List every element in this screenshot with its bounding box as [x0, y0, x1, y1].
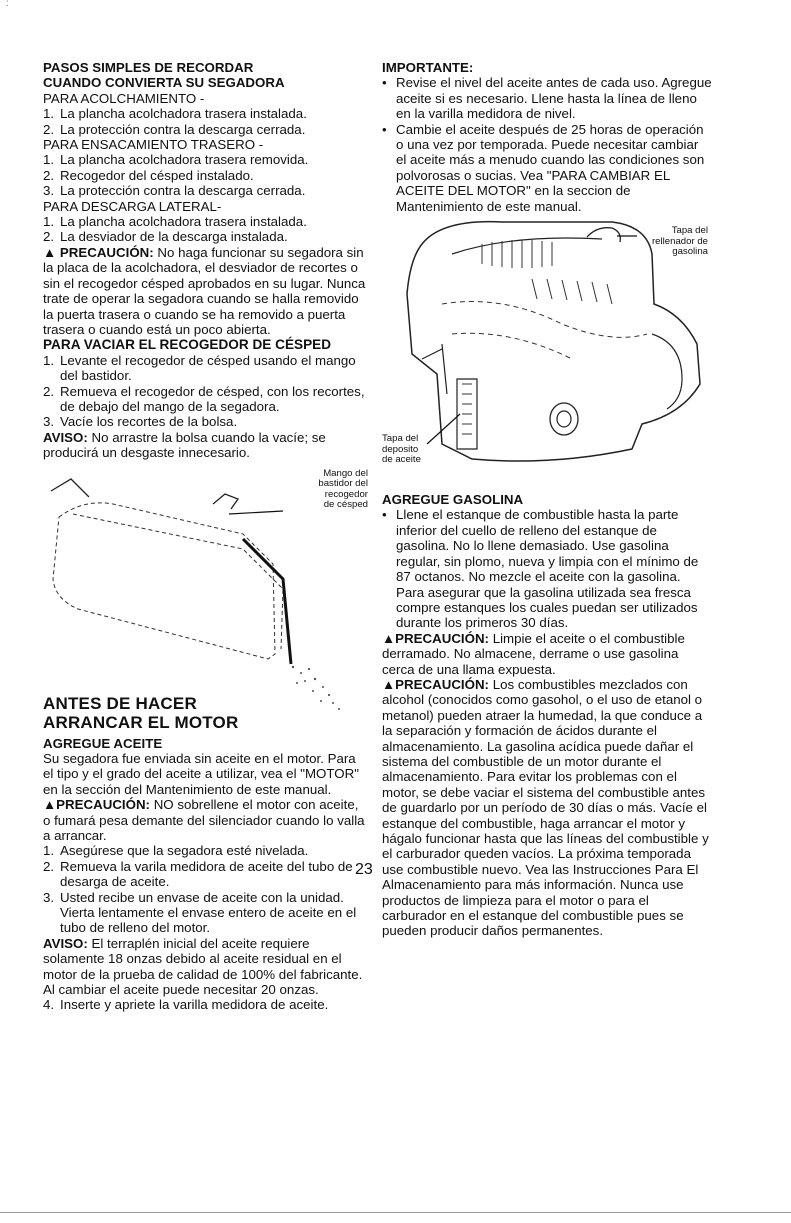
notice-paragraph	[43, 430, 368, 461]
gas-title: AGREGUE GASOLINA	[382, 492, 524, 508]
list-item: 3. Vacíe los recortes de la bolsa.	[43, 414, 238, 430]
list-item: 1. Asegúrese que la segadora esté nivelada.	[43, 843, 309, 859]
bottom-divider	[0, 1212, 791, 1213]
list-item: 2. La desviador de la descarga instalada.	[43, 229, 288, 245]
page-number: 23	[355, 861, 373, 878]
caution-paragraph	[43, 245, 368, 337]
warning-icon: ▲	[43, 797, 57, 813]
caution-label: PRECAUCIÓN:	[59, 244, 154, 260]
steps-title-1: PASOS SIMPLES DE RECORDAR	[43, 60, 254, 75]
list-item: 2. Recogedor del césped instalado.	[43, 167, 254, 183]
caution-paragraph	[43, 797, 368, 843]
list-item: 2. Remueva el recogedor de césped, con los recortes, de debajo del mango de la segadora.	[43, 383, 365, 414]
bag-handle-label: Mango del bastidor del recogedor de césped	[318, 467, 368, 511]
notice-text: El terraplén inicial del aceite requiere solamente 18 onzas debido al aceite residual en el motor de la prueba de calidad de 100% del fabricante. Al cambiar el aceite puede necesitar 20 onzas.	[43, 935, 363, 998]
oil-intro: Su segadora fue enviada sin aceite en el motor. Para el tipo y el grado del aceite a utilizar, vea el "MOTOR" en la sección del Mantenimiento de este manual.	[43, 750, 359, 797]
list-item: 3. La protección contra la descarga cerrada.	[43, 183, 306, 199]
list-item: 4. Inserte y apriete la varilla medidora de aceite.	[43, 997, 329, 1013]
right-column	[382, 60, 712, 939]
notice-paragraph	[43, 936, 368, 998]
corner-mark: :	[6, 0, 9, 9]
list-item: 1. La plancha acolchadora trasera removida.	[43, 152, 309, 168]
caution-text: No haga funcionar su segadora sin la placa de la acolchadora, el desviador de recortes o sin el recogedor césped aprobados en su lugar. Nunca trate de operar la segadora cuando se halla removido la puerta trasera o cuando se ha removido a puerta trasera o cuando está un poco abierta.	[43, 244, 366, 337]
caution-label: PRECAUCIÓN:	[395, 630, 489, 646]
list-item: 3. Usted recibe un envase de aceite con la unidad. Vierta lentamente el envase entero de aceite en el tubo de relleno del motor.	[43, 889, 357, 936]
notice-label: AVISO:	[43, 429, 88, 445]
caution-label: PRECAUCIÓN:	[395, 676, 489, 692]
list-item: • Llene el estanque de combustible hasta la parte inferior del cuello de relleno del estanque de gasolina. No lo llene demasiado. Use gasolina regular, sin plomo, nueva y limpia con el mínimo de 87 octanos. No mezcle el aceite con la gasolina. Para asegurar que la gasolina utilizada sea fresca compre estanques los cuales puedan ser utilizados durante los primeros 30 días.	[382, 507, 699, 631]
important-title: IMPORTANTE:	[382, 60, 474, 75]
side-title: PARA DESCARGA LATERAL-	[43, 198, 222, 214]
oil-cap-label: Tapa del deposito de aceite	[382, 433, 421, 466]
list-item: • Revise el nivel del aceite antes de cada uso. Agregue aceite si es necesario. Llene hasta la línea de lleno en la varilla medidora de nivel.	[382, 75, 712, 122]
before-title-1: ANTES DE HACER	[43, 693, 197, 713]
mulch-title: PARA ACOLCHAMIENTO -	[43, 90, 205, 106]
oil-title: AGREGUE ACEITE	[43, 735, 163, 751]
empty-title: PARA VACIAR EL RECOGEDOR DE CÉSPED	[43, 337, 332, 353]
grass-bag-figure	[43, 469, 368, 714]
notice-text: No arrastre la bolsa cuando la vacíe; se producirá un desgaste innecesario.	[43, 429, 326, 461]
caution-text: Limpie el aceite o el combustible derramado. No almacene, derrame o use gasolina cerca de una llama expuesta.	[382, 630, 685, 677]
notice-label: AVISO:	[43, 935, 88, 951]
caution-paragraph	[382, 677, 712, 939]
list-item: 1. La plancha acolchadora trasera instalada.	[43, 106, 307, 122]
warning-icon: ▲	[382, 630, 396, 646]
caution-paragraph	[382, 631, 712, 677]
warning-icon: ▲	[43, 244, 57, 260]
steps-title-2: CUANDO CONVIERTA SU SEGADORA	[43, 75, 285, 91]
caution-text: Los combustibles mezclados con alcohol (conocidos como gasohol, o el uso de etanol o metanol) pueden atraer la humedad, la que conduce a la separación y formación de ácidos durante el almacenamiento. La gasolina acídica puede dañar el sistema del combustible de un motor durante el almacenamiento. Para evitar los problemas con el motor, se debe vaciar el sistema del combustible antes de guardarlo por un período de 30 días o más. Vacíe el estanque del combustible, haga arrancar el motor y hágalo funcionar hasta que las líneas del combustible y el carburador queden vacíos. La próxima temporada use combustible nuevo. Vea las Instrucciones Para El Almacenamiento para más información. Nunca use productos de limpieza para el motor o para el carburador en el estanque del combustible pues se pueden producir daños permanentes.	[382, 676, 709, 939]
warning-icon: ▲	[382, 676, 396, 692]
engine-figure	[382, 214, 712, 484]
fuel-cap-label: Tapa del rellenador de gasolina	[651, 225, 708, 258]
left-column	[43, 60, 368, 1013]
list-item: 1. La plancha acolchadora trasera instalada.	[43, 214, 307, 230]
list-item: 2. Remueva la varila medidora de aceite del tubo de desarga de aceite.	[43, 858, 353, 890]
list-item: 2. La protección contra la descarga cerrada.	[43, 121, 306, 137]
list-item: • Cambie el aceite después de 25 horas de operación o una vez por temporada. Puede necesitar cambiar el aceite más a menudo cuando las condiciones son polvorosas o sucias. Vea "PARA CAMBIAR EL ACEITE DEL MOTOR" en la seccion de Mantenimiento de este manual.	[382, 121, 705, 214]
list-item: 1. Levante el recogedor de césped usando el mango del bastidor.	[43, 352, 356, 384]
caution-text: NO sobrellene el motor con aceite, o fumará pesa demante del silenciador cuando lo valla a arrancar.	[43, 797, 365, 843]
bag-title: PARA ENSACAMIENTO TRASERO -	[43, 137, 264, 153]
before-title-2: ARRANCAR EL MOTOR	[43, 712, 239, 732]
caution-label: PRECAUCIÓN:	[56, 797, 150, 813]
